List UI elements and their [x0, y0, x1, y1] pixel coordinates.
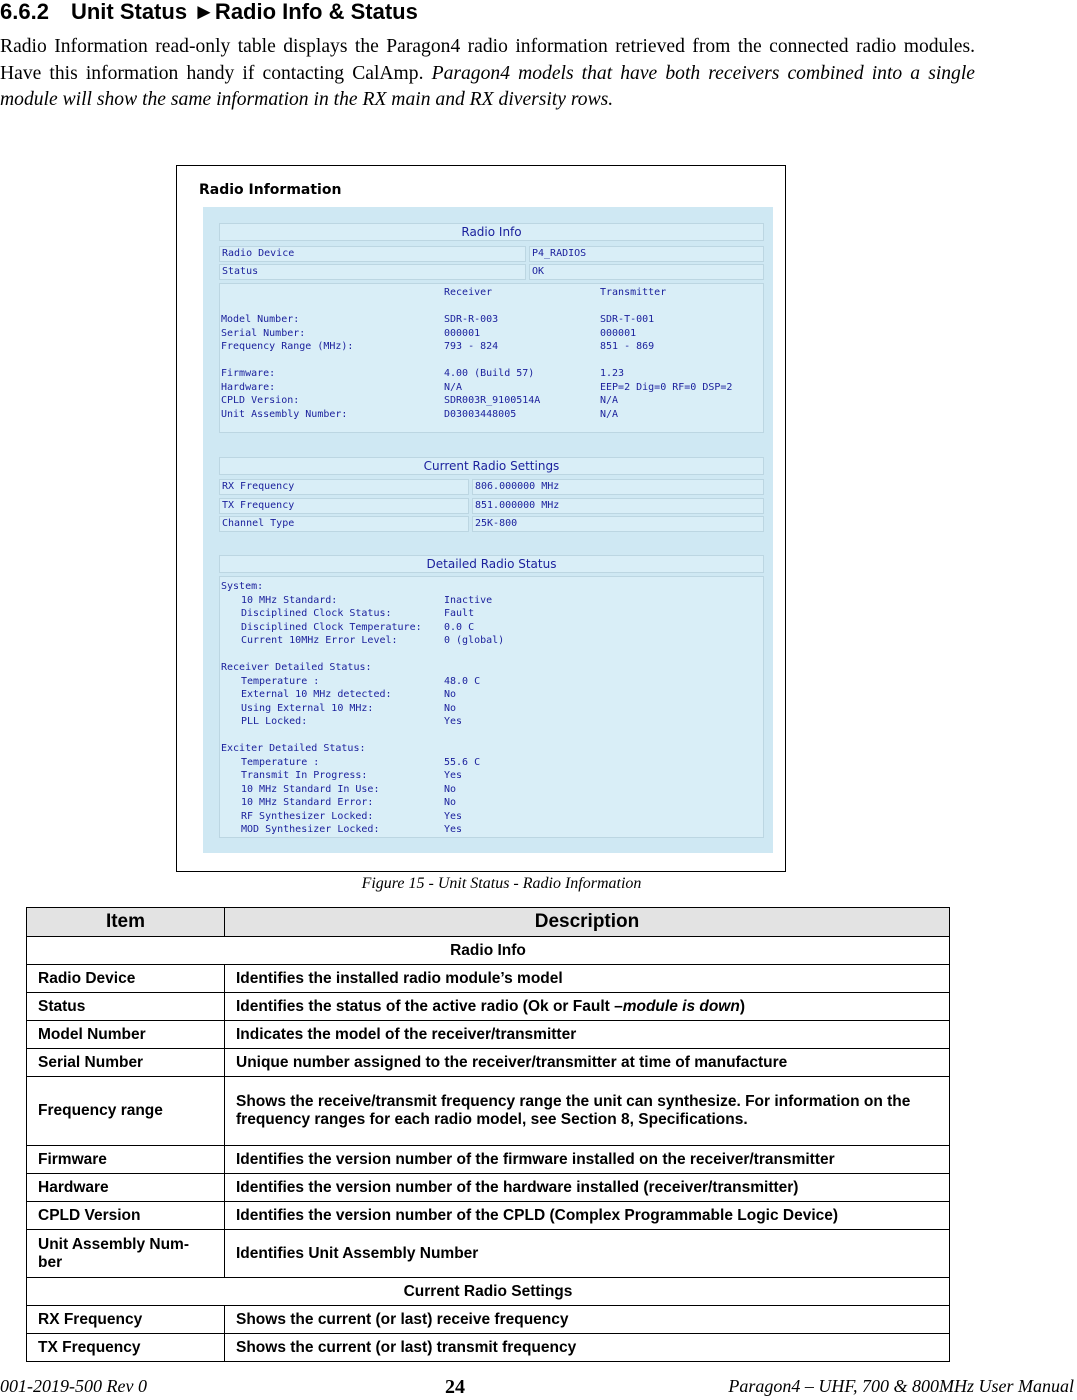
status-label: Temperature : [241, 675, 320, 687]
transmitter-value: 000001 [600, 327, 637, 339]
transmitter-value: SDR-T-001 [600, 314, 655, 325]
receiver-value: SDR003R_9100514A [444, 395, 541, 406]
description-cell [225, 1334, 950, 1362]
description-text: Identifies the version number of the firmware installed on the receiver/transmitter [236, 1150, 835, 1168]
transmitter-value: EEP=2 Dig=0 RF=0 DSP=2 [600, 381, 733, 393]
description-cell [225, 1146, 950, 1174]
status-value: No [444, 702, 457, 714]
description-text: Unique number assigned to the receiver/transmitter at time of manufacture [236, 1053, 788, 1071]
description-end: ) [739, 997, 746, 1015]
description-text: Identifies Unit Assembly Number [236, 1244, 479, 1262]
item-cell: TX Frequency [27, 1334, 225, 1362]
table-row [27, 1021, 950, 1049]
description-text: Indicates the model of the receiver/transmitter [236, 1025, 577, 1043]
table-section-title: Radio Info [27, 937, 950, 965]
description-emphasis: module is down [622, 997, 740, 1015]
receiver-value: N/A [444, 381, 463, 393]
table-row [27, 1334, 950, 1362]
description-text: Shows the receive/transmit frequency range the unit can synthesize. For information on the frequency ranges for each radio model, see Section 8, Specifications. [236, 1093, 911, 1128]
table-row [27, 993, 950, 1021]
description-cell [225, 1230, 950, 1278]
item-cell: RX Frequency [27, 1306, 225, 1334]
item-column-header: Item [27, 908, 225, 937]
table-section-title: Current Radio Settings [27, 1278, 950, 1306]
receiver-value: D03003448005 [444, 408, 517, 420]
document-number: 001-2019-500 Rev 0 [0, 1376, 147, 1396]
table-row [27, 1049, 950, 1077]
radio-info-label: Status [219, 264, 526, 280]
status-label: Disciplined Clock Status: [241, 608, 392, 619]
page-number: 24 [445, 1376, 465, 1398]
spec-label: Serial Number: [221, 327, 306, 339]
figure-caption: Figure 15 - Unit Status - Radio Information [361, 875, 642, 892]
transmitter-column-header: Transmitter [600, 287, 667, 298]
receiver-value: SDR-R-003 [444, 314, 499, 325]
description-text: Identifies the version number of the CPLD (Complex Programmable Logic Device) [236, 1206, 839, 1224]
status-value: No [444, 783, 457, 795]
transmitter-value: 851 - 869 [600, 341, 655, 352]
radio-info-value: P4_RADIOS [529, 246, 764, 262]
status-value: Inactive [444, 594, 493, 606]
table-row [27, 1202, 950, 1230]
status-value: 55.6 C [444, 756, 481, 768]
setting-label: Channel Type [219, 516, 469, 532]
spec-label: CPLD Version: [221, 395, 300, 406]
spec-label: Unit Assembly Number: [221, 408, 348, 420]
status-value: No [444, 689, 457, 700]
status-label: Current 10MHz Error Level: [241, 635, 398, 646]
item-cell: Status [27, 993, 225, 1021]
status-label: Using External 10 MHz: [241, 702, 374, 714]
status-value: No [444, 797, 457, 808]
radio-info-value: OK [529, 264, 764, 280]
section-title: Unit Status ►Radio Info & Status [70, 0, 418, 24]
section-number: 6.6.2 [0, 0, 49, 24]
radio-information-screenshot [176, 165, 786, 872]
status-label: Temperature : [241, 756, 320, 768]
description-cell [225, 1049, 950, 1077]
table-row [27, 1230, 950, 1278]
description-text: Identifies the version number of the hardware installed (receiver/transmitter) [236, 1178, 799, 1196]
item-cell: Unit Assembly Num-ber [27, 1230, 225, 1278]
table-row [27, 1077, 950, 1146]
item-cell: Firmware [27, 1146, 225, 1174]
spec-label: Model Number: [221, 314, 300, 325]
section-heading [0, 0, 418, 24]
status-label: MOD Synthesizer Locked: [241, 824, 380, 835]
detailed-status-header: Detailed Radio Status [219, 555, 764, 573]
receiver-transmitter-box [219, 283, 764, 433]
status-value: Fault [444, 608, 475, 619]
transmitter-value: 1.23 [600, 368, 625, 379]
description-text: Identifies the status of the active radio (Ok or Fault – [236, 997, 623, 1015]
status-value: 0 (global) [444, 635, 505, 646]
spec-label: Frequency Range (MHz): [221, 341, 354, 352]
table-row [27, 965, 950, 993]
receiver-value: 793 - 824 [444, 341, 499, 352]
figure-title: Radio Information [199, 182, 342, 198]
radio-info-panel [203, 207, 773, 853]
setting-label: TX Frequency [219, 498, 469, 514]
description-cell [225, 1077, 950, 1146]
status-label: 10 MHz Standard: [241, 594, 338, 606]
description-cell [225, 1306, 950, 1334]
description-cell [225, 1202, 950, 1230]
status-label: External 10 MHz detected: [241, 689, 392, 700]
table-row [27, 1306, 950, 1334]
table-section-row [27, 937, 950, 965]
description-text: Identifies the installed radio module’s model [236, 969, 563, 987]
setting-value: 806.000000 MHz [472, 479, 764, 495]
manual-title: Paragon4 – UHF, 700 & 800MHz User Manual [728, 1376, 1074, 1396]
item-cell: Radio Device [27, 965, 225, 993]
radio-info-header: Radio Info [219, 223, 764, 241]
status-value: Yes [444, 716, 463, 727]
status-label: Transmit In Progress: [241, 770, 368, 781]
setting-value: 25K-800 [472, 516, 764, 532]
transmitter-value: N/A [600, 395, 619, 406]
transmitter-value: N/A [600, 408, 619, 420]
description-text: Shows the current (or last) receive frequency [236, 1310, 569, 1328]
detailed-status-box [219, 576, 764, 838]
status-label: 10 MHz Standard Error: [241, 797, 374, 808]
description-cell [225, 965, 950, 993]
table-row [27, 1174, 950, 1202]
table-row [27, 1146, 950, 1174]
receiver-value: 4.00 (Build 57) [444, 368, 535, 379]
receiver-column-header: Receiver [444, 287, 493, 298]
status-label: Disciplined Clock Temperature: [241, 621, 422, 633]
spec-label: Firmware: [221, 368, 276, 379]
spec-label: Hardware: [221, 381, 276, 393]
description-cell [225, 1174, 950, 1202]
status-label: PLL Locked: [241, 716, 308, 727]
item-cell: Model Number [27, 1021, 225, 1049]
setting-value: 851.000000 MHz [472, 498, 764, 514]
intro-note: Paragon4 models that have both receivers combined into a single module will show the same information in the RX main and RX diversity rows. [0, 62, 975, 110]
setting-label: RX Frequency [219, 479, 469, 495]
radio-info-label: Radio Device [219, 246, 526, 262]
item-cell: CPLD Version [27, 1202, 225, 1230]
status-section-title: System: [221, 581, 264, 592]
status-value: 48.0 C [444, 675, 481, 687]
description-text: Shows the current (or last) transmit frequency [236, 1338, 577, 1356]
status-value: Yes [444, 810, 463, 822]
item-cell: Hardware [27, 1174, 225, 1202]
description-cell [225, 993, 950, 1021]
receiver-value: 000001 [444, 327, 481, 339]
table-section-row [27, 1278, 950, 1306]
status-label: RF Synthesizer Locked: [241, 810, 374, 822]
current-settings-header: Current Radio Settings [219, 457, 764, 475]
description-table [26, 907, 950, 1362]
description-column-header: Description [225, 908, 950, 937]
status-section-title: Exciter Detailed Status: [221, 743, 366, 754]
intro-text: Radio Information read-only table displays the Paragon4 radio information retrieved from the connected radio modules. Have this information handy if contacting CalAmp. [0, 36, 975, 84]
status-section-title: Receiver Detailed Status: [221, 662, 372, 673]
status-value: Yes [444, 770, 463, 781]
item-cell: Frequency range [27, 1077, 225, 1146]
item-cell: Serial Number [27, 1049, 225, 1077]
status-value: 0.0 C [444, 621, 475, 633]
status-value: Yes [444, 824, 463, 835]
status-label: 10 MHz Standard In Use: [241, 783, 380, 795]
description-cell [225, 1021, 950, 1049]
intro-paragraph [0, 34, 975, 114]
